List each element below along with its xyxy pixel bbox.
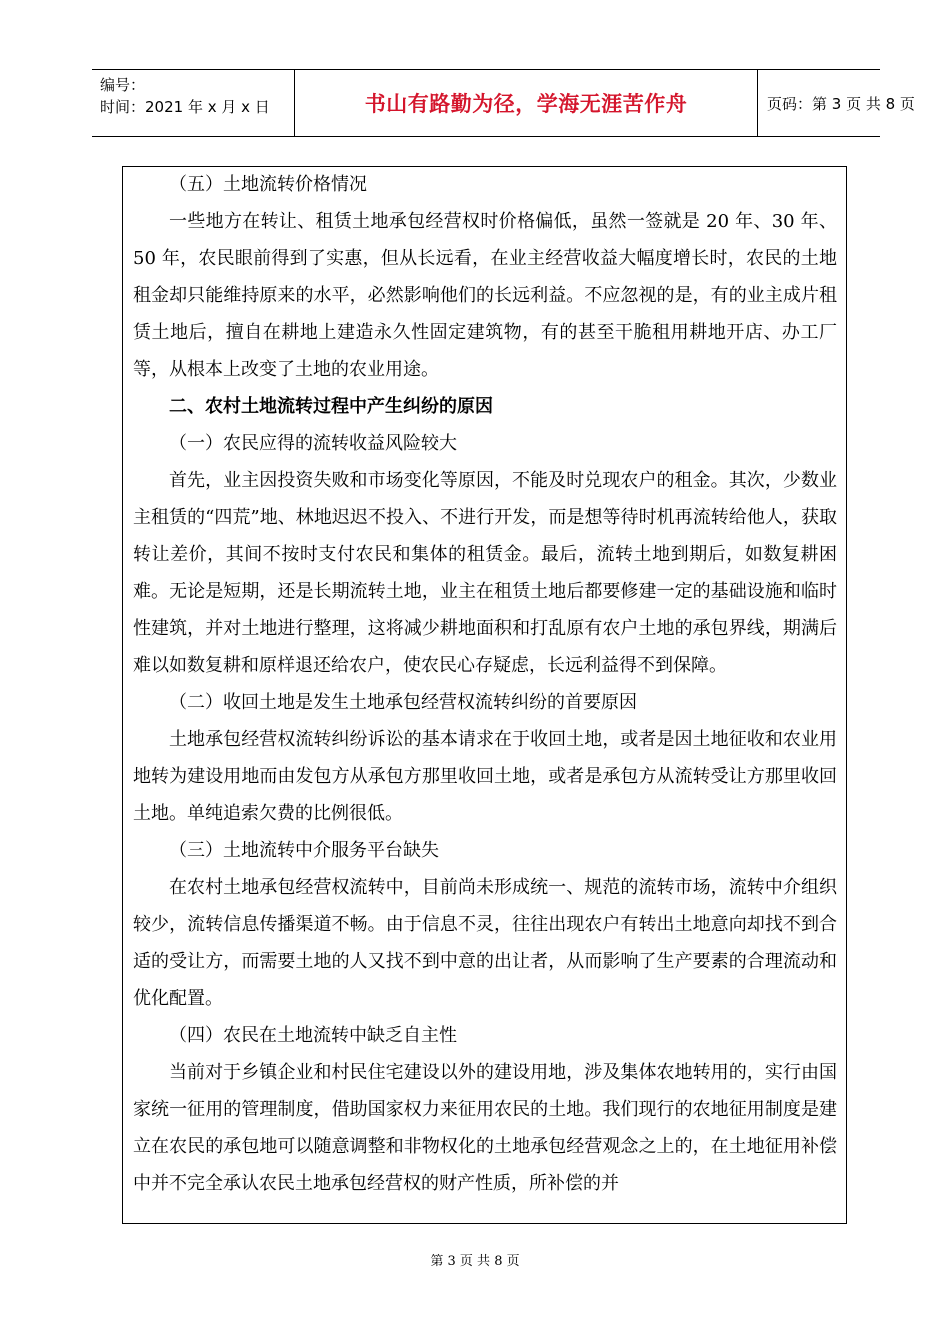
paragraph: 在农村土地承包经营权流转中，目前尚未形成统一、规范的流转市场，流转中介组织较少，流转信息传播渠道不畅。由于信息不灵，往往出现农户有转出土地意向却找不到合适的受让方，而需要土地的人又找不到中意的出让者，从而影响了生产要素的合理流动和优化配置。 bbox=[133, 877, 837, 1009]
header-motto-cell bbox=[294, 70, 758, 136]
section-heading-2: （二）收回土地是发生土地承包经营权流转纠纷的首要原因 bbox=[169, 692, 637, 713]
number-label: 编号： bbox=[100, 76, 146, 94]
page-footer: 第 3 页 共 8 页 bbox=[430, 1254, 520, 1269]
page-code: 页码：第 3 页 共 8 页 bbox=[767, 94, 915, 113]
content-text bbox=[133, 167, 837, 1202]
chapter-heading: 二、农村土地流转过程中产生纠纷的原因 bbox=[169, 396, 493, 417]
section-heading-4: （四）农民在土地流转中缺乏自主性 bbox=[169, 1025, 457, 1046]
time-label: 时间：2021 年 x 月 x 日 bbox=[100, 98, 270, 116]
header-table bbox=[92, 69, 915, 137]
paragraph: 首先，业主因投资失败和市场变化等原因，不能及时兑现农户的租金。其次，少数业主租赁的“四荒”地、林地迟迟不投入、不进行开发，而是想等待时机再流转给他人，获取转让差价，其间不按时支付农民和集体的租赁金。最后，流转土地到期后，如数复耕困难。无论是短期，还是长期流转土地，业主在租赁土地后都要修建一定的基础设施和临时性建筑，并对土地进行整理，这将减少耕地面积和打乱原有农户土地的承包界线，期满后难以如数复耕和原样退还给农户，使农民心存疑虑，长远利益得不到保障。 bbox=[133, 470, 837, 676]
paragraph: 土地承包经营权流转纠纷诉讼的基本请求在于收回土地，或者是因土地征收和农业用地转为建设用地而由发包方从承包方那里收回土地，或者是承包方从流转受让方那里收回土地。单纯追索欠费的比例很低。 bbox=[133, 729, 837, 824]
content-box bbox=[122, 166, 847, 1224]
paragraph: 当前对于乡镇企业和村民住宅建设以外的建设用地，涉及集体农地转用的，实行由国家统一征用的管理制度，借助国家权力来征用农民的土地。我们现行的农地征用制度是建立在农民的承包地可以随意调整和非物权化的土地承包经营观念之上的，在土地征用补偿中并不完全承认农民土地承包经营权的财产性质，所补偿的并 bbox=[133, 1062, 837, 1194]
header-page-cell bbox=[757, 70, 915, 136]
section-heading-1: （一）农民应得的流转收益风险较大 bbox=[169, 433, 457, 454]
header-meta-cell bbox=[92, 70, 294, 136]
section-heading-5: （五）土地流转价格情况 bbox=[169, 174, 367, 195]
paragraph: 一些地方在转让、租赁土地承包经营权时价格偏低，虽然一签就是 20 年、30 年、50 年，农民眼前得到了实惠，但从长远看，在业主经营收益大幅度增长时，农民的土地租金却只能维持原来的水平，必然影响他们的长远利益。不应忽视的是，有的业主成片租赁土地后，擅自在耕地上建造永久性固定建筑物，有的甚至干脆租用耕地开店、办工厂等，从根本上改变了土地的农业用途。 bbox=[133, 211, 837, 380]
section-heading-3: （三）土地流转中介服务平台缺失 bbox=[169, 840, 439, 861]
motto-text: 书山有路勤为径，学海无涯苦作舟 bbox=[364, 92, 688, 116]
